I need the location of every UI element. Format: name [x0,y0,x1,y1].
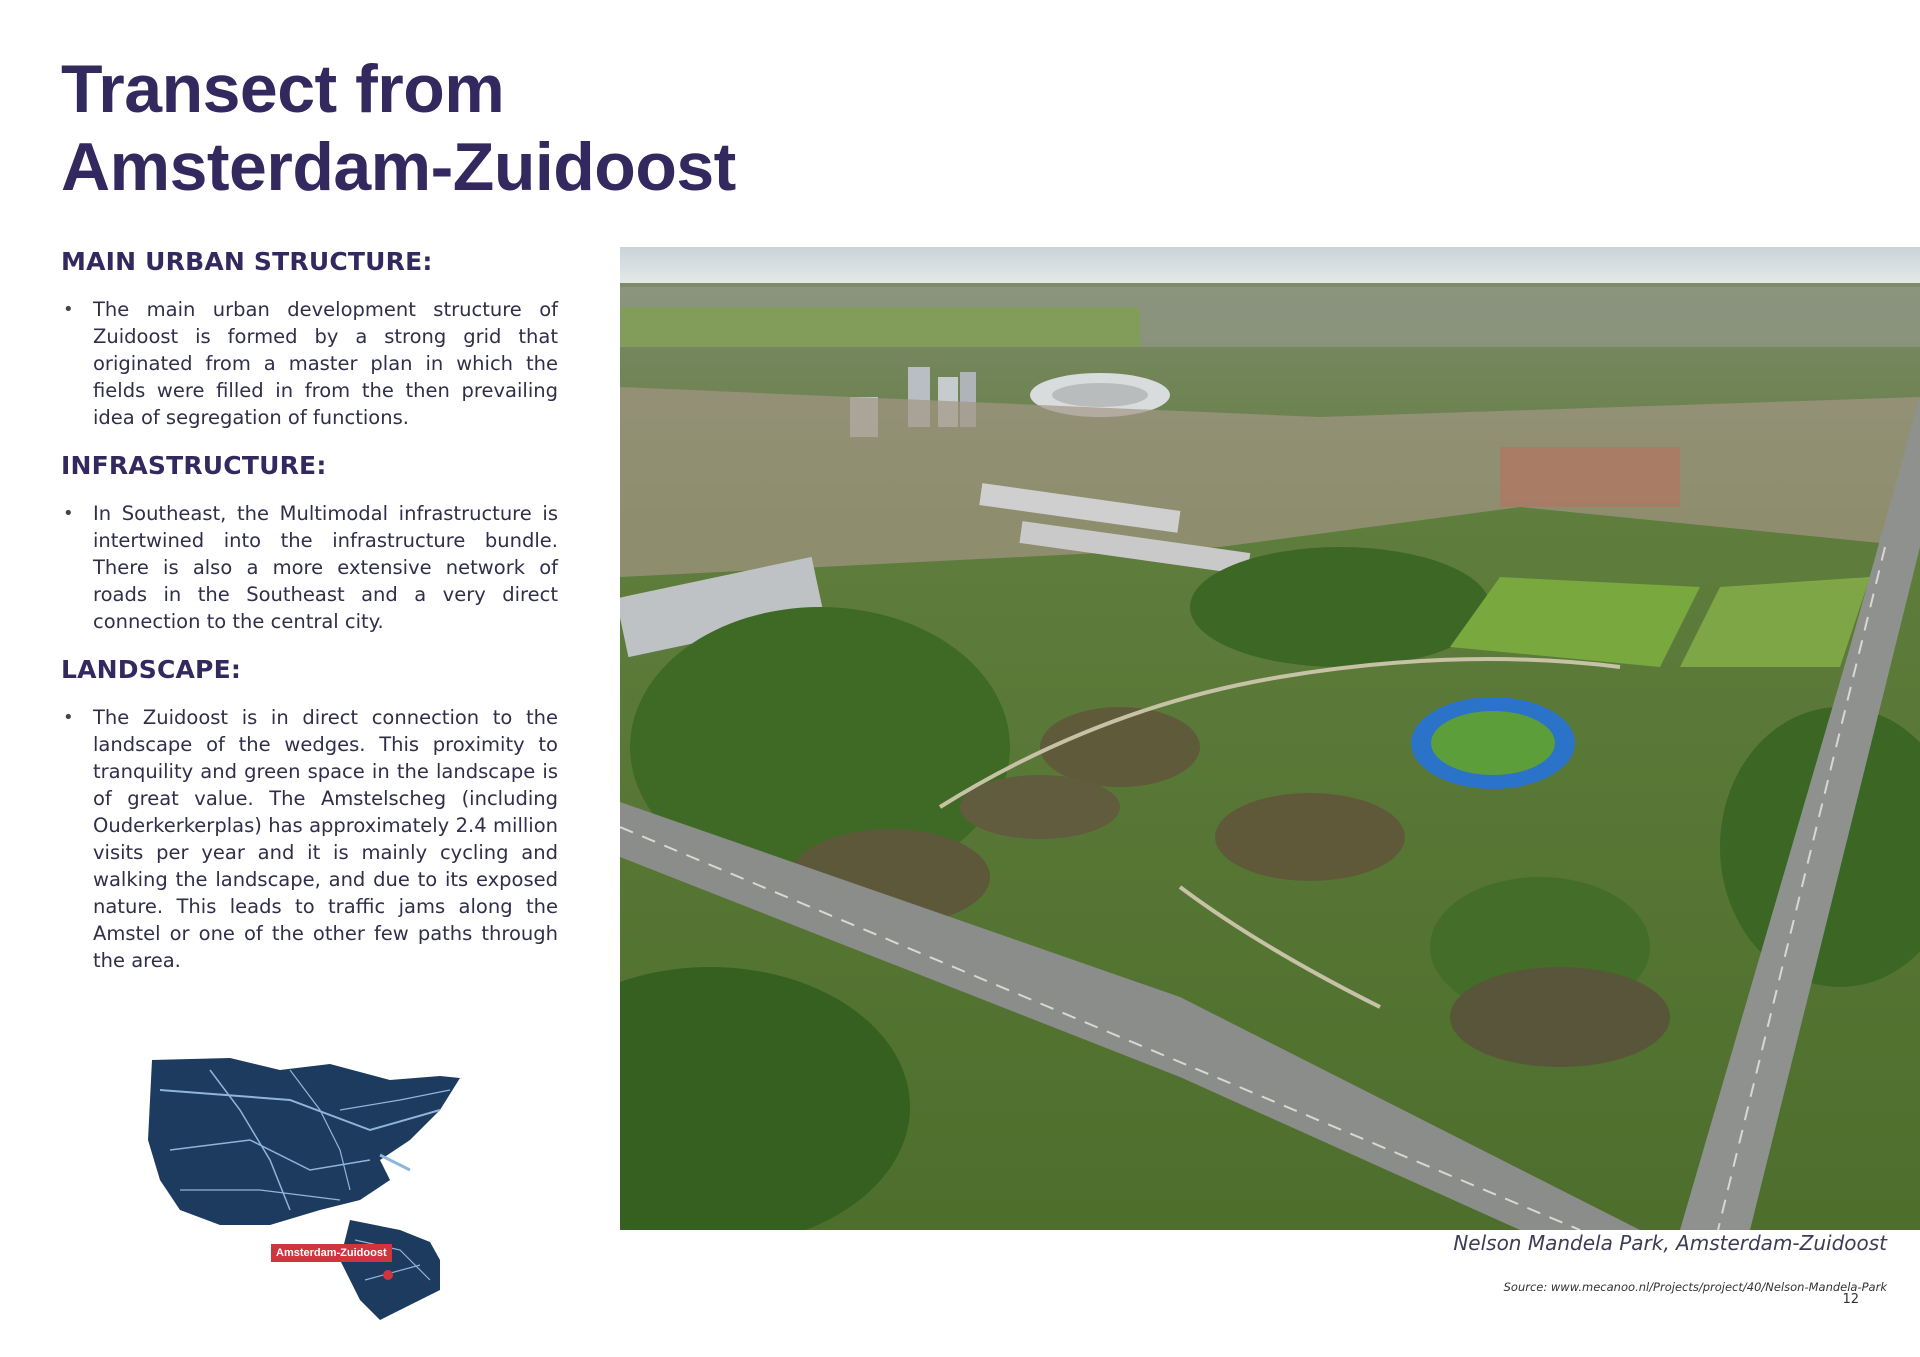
photo-caption: Nelson Mandela Park, Amsterdam-Zuidoost [1453,1231,1887,1255]
bullet-main-urban-structure [63,296,558,431]
heading-infrastructure: INFRASTRUCTURE: [61,451,327,480]
bullet-infrastructure [63,500,558,635]
photo-source: Source: www.mecanoo.nl/Projects/project/40/Nelson-Mandela-Park [1503,1280,1887,1294]
aerial-photo-illustration [620,247,1920,1230]
bullet-landscape [63,704,558,974]
aerial-photo [620,247,1920,1230]
amsterdam-map [140,1050,500,1320]
page-title-line-2: Amsterdam-Zuidoost [61,129,736,205]
bullet-dot-icon: • [63,299,74,320]
bullet-text: In Southeast, the Multimodal infrastructure is intertwined into the infrastructure bundle. There is also a more extensive network of roads in the Southeast and a very direct connection to the central city. [93,502,558,633]
page-title [61,50,736,206]
bullet-text: The Zuidoost is in direct connection to the landscape of the wedges. This proximity to tranquility and green space in the landscape is of great value. The Amstelscheg (including Ouderkerkerplas) has approximately 2.4 million visits per year and it is mainly cycling and walking the landscape, and due to its exposed nature. This leads to traffic jams along the Amstel or one of the other few paths through the area. [93,706,558,972]
bullet-dot-icon: • [63,707,74,728]
heading-landscape: LANDSCAPE: [61,655,242,684]
heading-main-urban-structure: MAIN URBAN STRUCTURE: [61,247,433,276]
page-title-line-1: Transect from [61,51,505,127]
page-number: 12 [1842,1292,1859,1307]
text-column [63,247,558,994]
map-label-zuidoost: Amsterdam-Zuidoost [271,1244,392,1262]
bullet-text: The main urban development structure of Zuidoost is formed by a strong grid that originated from a master plan in which the fields were filled in from the then prevailing idea of segregation of functions. [93,298,558,429]
bullet-dot-icon: • [63,503,74,524]
